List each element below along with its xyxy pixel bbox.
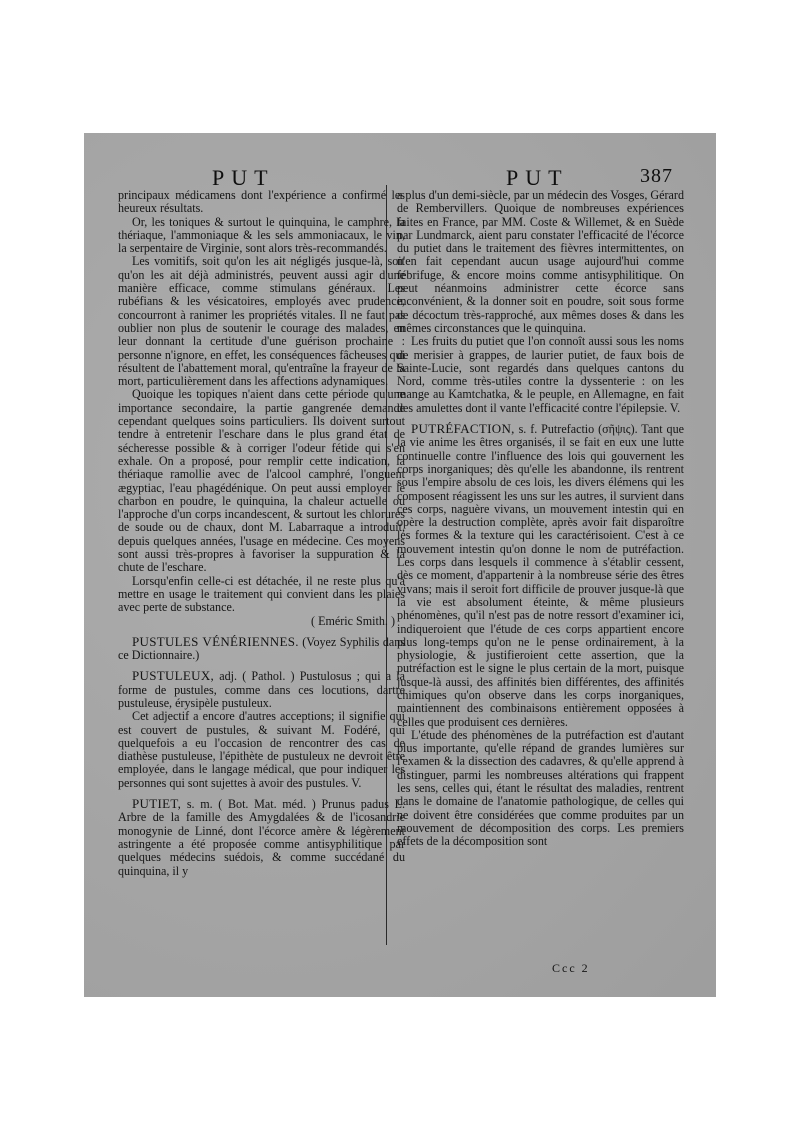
entry-body: s. m. ( Bot. Mat. méd. ) Prunus padus L. Arbre de la famille des Amygdalées & de l'icosandrie monogynie de Linné, dont l'écorce amère & légèrement astringente a été proposée comme antisyphilitique par quelques médecins suédois, & comme succédané du quinquina, il y bbox=[118, 797, 405, 878]
signature-mark: Ccc 2 bbox=[552, 961, 590, 975]
entry-title: PUTIET, bbox=[132, 796, 182, 812]
page-number: 387 bbox=[640, 165, 673, 187]
paragraph: L'étude des phénomènes de la putréfaction est d'autant plus importante, qu'elle répand de grandes lumières sur l'examen & la dissection des cadavres, & qu'elle apprend à distinguer, parmi les nombreuses altérations qui frappent les sens, celles qui, étant le résultat des maladies, rentrent dans le domaine de l'anatomie pathologique, de celles qui ne doivent être considérées que comme produites par un mouvement de décomposition des corps. Les premiers effets de la décomposition sont bbox=[397, 727, 684, 849]
paragraph: Les vomitifs, soit qu'on les ait négligés jusque-là, soit qu'on les ait déjà administrés, peuvent aussi agir d'une manière efficace, comme stimulans généraux. Les rubéfians & les vésicatoires, employés avec prudence, concourront à ranimer les propriétés vitales. Il ne faut pas oublier non plus de soutenir le courage des malades, en leur donnant la certitude d'une guérison prochaine : personne n'ignore, en effet, les conséquences fâcheuses qui résultent de l'abattement moral, qu'entraîne la frayeur de la mort, particulièrement dans les affections adynamiques. bbox=[118, 254, 405, 389]
author-signature: ( Eméric Smith. ) bbox=[311, 613, 395, 628]
right-column bbox=[397, 189, 684, 849]
scanned-page bbox=[84, 133, 716, 997]
entry-putrefaction bbox=[397, 422, 684, 729]
entry-title: PUSTULEUX, bbox=[132, 668, 215, 684]
paragraph: Les fruits du putiet que l'on connoît aussi sous les noms de merisier à grappes, de laurier putiet, de faux bois de Sainte-Lucie, sont regardés dans quelques cantons du Nord, comme très-utiles contre la dyssenterie : on les mange au Kamtchatka, & le peuple, en Allemagne, en fait des amulettes dont il vante l'efficacité contre l'épilepsie. V. bbox=[397, 334, 684, 415]
paragraph: principaux médicamens dont l'expérience a confirmé les heureux résultats. bbox=[118, 188, 405, 216]
paragraph: Quoique les topiques n'aient dans cette période qu'une importance secondaire, la partie gangrenée demande cependant quelques soins particuliers. Ils doivent surtout tendre à entretenir l'eschare dans le plus grand état de sécheresse possible & à corriger l'odeur fétide qui s'en exhale. On a proposé, pour remplir cette indication, la thériaque ramollie avec de l'alcool camphré, l'onguent ægyptiac, l'eau phagédénique. On peut aussi employer le charbon en poudre, le quinquina, la chaleur actuelle ou l'approche d'un corps incandescent, & surtout les chlorures de soude ou de chaux, dont M. Labarraque a introduit, depuis quelques années, l'usage en médecine. Ces moyens sont aussi très-propres à favoriser la suppuration & la chute de l'eschare. bbox=[118, 387, 405, 575]
paragraph: Lorsqu'enfin celle-ci est détachée, il ne reste plus qu'à mettre en usage le traitement qui convient dans les plaies avec perte de substance. bbox=[118, 573, 405, 615]
entry-title: PUSTULES VÉNÉRIENNES. bbox=[132, 633, 299, 649]
entry-body: adj. ( Pathol. ) Pustulosus ; qui a la forme de pustules, comme dans ces locutions, dartre pustuleuse, érysipèle pustuleux. bbox=[118, 669, 405, 710]
cross-reference: (Voyez Syphilis dans ce Dictionnaire.) bbox=[118, 634, 405, 663]
running-head bbox=[84, 165, 716, 189]
entry-body: s. f. Putrefactio (σῆψις). Tant que la vie anime les êtres organisés, il se fait en eux une lutte continuelle contre l'influence des lois qui gouvernent les corps inorganiques; dès qu'elle les abandonne, ils rentrent sous l'empire absolu de ces lois, les divers élémens qui les composent réagissent les uns sur les autres, il survient dans ces corps, naguère vivans, un mouvement intestin qui en opère la destruction complète, après avoir fait disparoître les formes & la texture qui les caractérisoient. C'est à ce mouvement intestin qu'on donne le nom de putréfaction. Les corps dans lesquels il commence à s'établir cessent, dès ce moment, d'appartenir à la nombreuse série des êtres vivans; mais il seroit fort difficile de prouver jusque-là que la vie est absolument éteinte, & même plusieurs phénomènes, qu'il n'est pas de notre ressort d'examiner ici, indiqueroient que l'étude de ces corps appartient encore plus long-temps qu'on ne le pense ordinairement, à la physiologie, & justifieroient cette assertion, que la putréfaction est le signe le plus certain de la mort, puisque jusque-là aussi, des affinités bien différentes, des affinités chimiques qu'on observe dans les corps inorganiques, maintiennent des combinaisons entièrement opposées à celles que produisent ces dernières. bbox=[397, 422, 684, 729]
entry-pustuleux bbox=[118, 669, 405, 710]
paragraph: Or, les toniques & surtout le quinquina, le camphre, la thériaque, l'ammoniaque & les sels ammoniacaux, le vin, la serpentaire de Virginie, sont alors très-recommandés. bbox=[118, 214, 405, 256]
entry-title: PUTRÉFACTION, bbox=[411, 421, 515, 437]
running-head-left: PUT bbox=[212, 165, 275, 190]
left-column bbox=[118, 189, 405, 878]
entry-putiet bbox=[118, 797, 405, 878]
running-head-right: PUT bbox=[506, 165, 569, 190]
paragraph: a plus d'un demi-siècle, par un médecin des Vosges, Gérard de Rembervillers. Quoique de nombreuses expériences faites en France, par MM. Coste & Willemet, & en Suède par Lundmarck, aient paru constater l'efficacité de l'écorce du putiet dans le traitement des fièvres intermittentes, on n'en fait cependant aucun usage aujourd'hui comme fébrifuge, & encore moins comme antisyphilitique. On peut néanmoins administrer cette écorce sans inconvénient, & la donner soit en poudre, soit sous forme de décoctum très-rapproché, aux mêmes doses & dans les mêmes circonstances que le quinquina. bbox=[397, 188, 684, 335]
paragraph: Cet adjectif a encore d'autres acceptions; il signifie qui est couvert de pustules, & suivant M. Fodéré, qui quelquefois a eu l'occasion de rencontrer des cas de diathèse pustuleuse, l'épithète de pustuleux ne devroit être employée, dans le langage médical, que pour indiquer les personnes qui sont sujettes à avoir des pustules. V. bbox=[118, 709, 405, 790]
entry-pustules-venereennes bbox=[118, 635, 405, 663]
